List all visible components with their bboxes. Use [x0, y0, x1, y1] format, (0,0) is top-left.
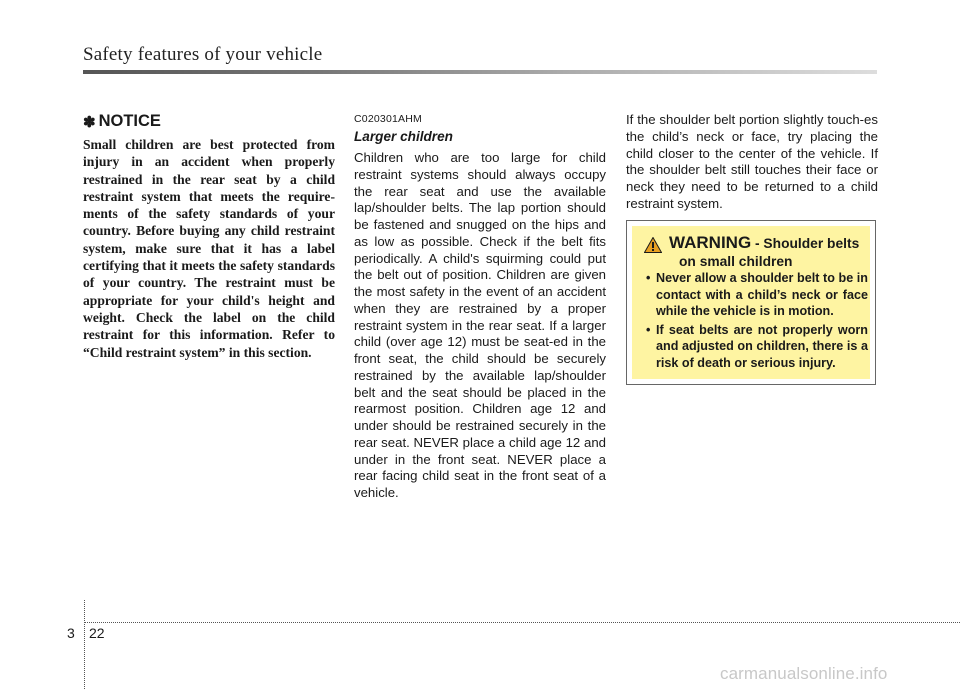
shoulder-belt-column [626, 112, 878, 213]
warning-item [646, 270, 868, 320]
bullet: • [646, 271, 651, 285]
warning-heading [644, 234, 870, 270]
page-number: 22 [89, 625, 105, 641]
chapter-number: 3 [67, 625, 75, 641]
notice-column [83, 112, 335, 361]
warning-title: WARNING [669, 233, 752, 252]
warning-box [626, 220, 876, 385]
notice-heading [83, 112, 335, 131]
notice-body: Small children are best protected from injury in an accident when properly restrained in the rear seat by a child restraint system that meets the require-ments of the safety standards of your country. Before buying any child restraint system, make sure that it has a label certifying that it meets the safety standards of your country. The restraint must be appropriate for your child's height and weight. Check the label on the child restraint for this information. Refer to “Child restraint system” in this section. [83, 137, 335, 360]
footer-horizontal-rule [84, 622, 960, 623]
footer-vertical-rule [84, 600, 86, 689]
bullet: • [646, 322, 651, 337]
warning-title-line2: on small children [679, 254, 793, 269]
warning-list [646, 270, 868, 374]
warning-item-text: Never allow a shoulder belt to be in contact with a child’s neck or face while the vehicle is in motion. [656, 271, 868, 319]
watermark: carmanualsonline.info [720, 664, 888, 683]
shoulder-belt-text: If the shoulder belt portion slightly touch-es the child’s neck or face, try placing the child closer to the center of the vehicle. If the shoulder belt still touches their face or neck they need to be returned to a child restraint system. [626, 112, 878, 211]
section-heading: Larger children [354, 129, 453, 144]
header-rule [83, 70, 877, 74]
warning-triangle-icon [644, 237, 662, 253]
warning-item-text: If seat belts are not properly worn and adjusted on children, there is a risk of death or serious injury. [656, 322, 868, 370]
page-header-title: Safety features of your vehicle [83, 44, 323, 65]
warning-title-line [644, 234, 870, 253]
notice-star-icon: ✽ [83, 113, 96, 131]
section-body: Children who are too large for child restraint systems should always occupy the rear seat and use the available lap/shoulder belts. The lap portion should be fastened and snugged on the hips and as low as possible. Check if the belt fits periodically. A child's squirming could put the belt out of position. Children are given the most safety in the event of an accident when they are restrained by a proper restraint system in the rear seat. If a larger child (over age 12) must be seat-ed in the front seat, the child should be securely restrained by the available lap/shoulder belt and the seat should be placed in the rearmost position. Children age 12 and under should be restrained securely in the rear seat. NEVER place a child age 12 and under in the front seat. NEVER place a rear facing child seat in the front seat of a vehicle. [354, 150, 606, 500]
warning-panel [632, 226, 870, 379]
larger-children-column [354, 112, 606, 502]
notice-title: NOTICE [98, 112, 161, 130]
section-code: C020301AHM [354, 113, 422, 125]
warning-item [646, 322, 868, 372]
warning-title-suffix: - Shoulder belts [751, 236, 860, 251]
